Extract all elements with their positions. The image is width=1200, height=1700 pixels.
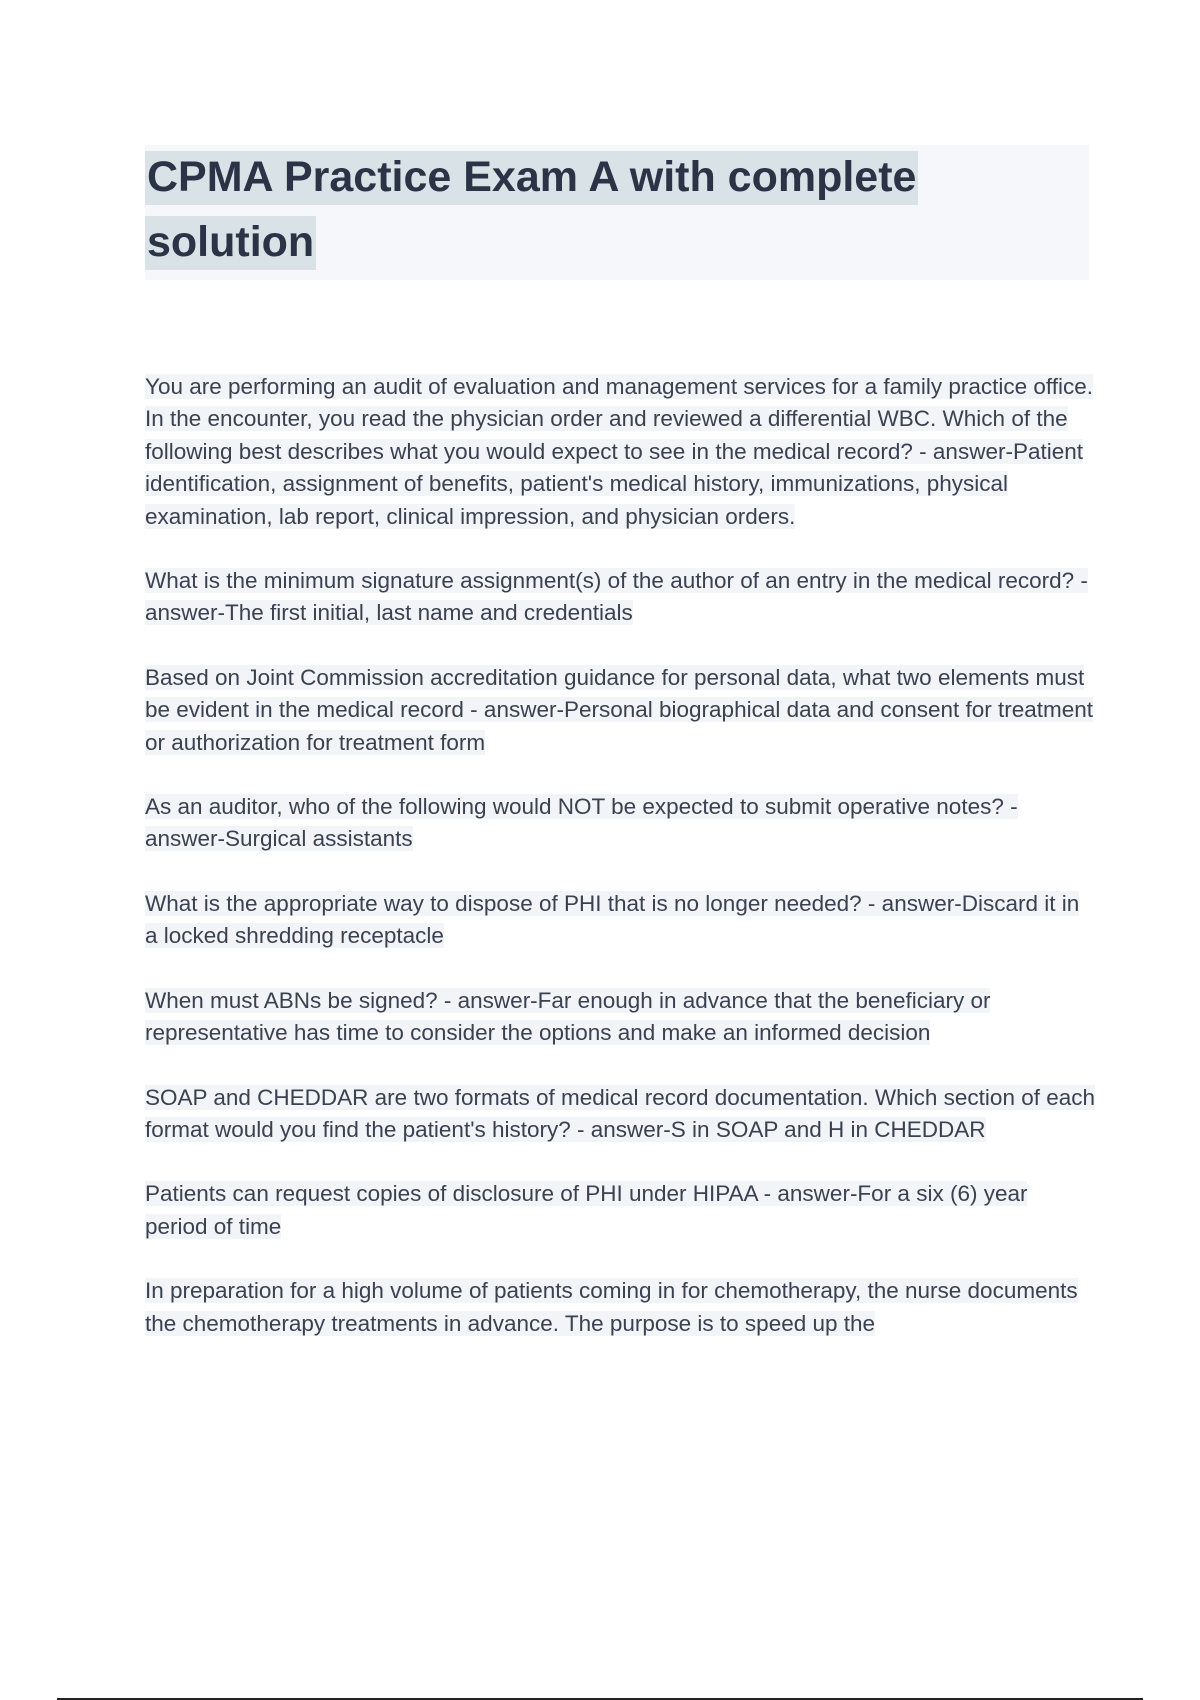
- qa-paragraph-6: [145, 985, 1095, 1050]
- qa-paragraph-5: [145, 888, 1095, 953]
- qa-paragraph-7: [145, 1082, 1095, 1147]
- qa-list: [145, 371, 1095, 1372]
- qa-paragraph-2: [145, 565, 1095, 630]
- qa-text-5: What is the appropriate way to dispose of PHI that is no longer needed? - answer-Discard it in a locked shredding receptacle: [145, 890, 1080, 949]
- qa-text-3: Based on Joint Commission accreditation guidance for personal data, what two elements must be evident in the medical record - answer-Personal biographical data and consent for treatment or authorization for treatment form: [145, 664, 1094, 755]
- qa-paragraph-4: [145, 791, 1095, 856]
- qa-paragraph-9: [145, 1275, 1095, 1340]
- qa-text-2: What is the minimum signature assignment(s) of the author of an entry in the medical record? - answer-The first initial, last name and credentials: [145, 568, 1088, 626]
- page-title-text: CPMA Practice Exam A with complete solution: [145, 151, 918, 270]
- qa-paragraph-8: [145, 1178, 1095, 1243]
- qa-text-8: Patients can request copies of disclosure of PHI under HIPAA - answer-For a six (6) year period of time: [145, 1181, 1028, 1239]
- qa-text-4: As an auditor, who of the following would NOT be expected to submit operative notes? - answer-Surgical assistants: [145, 794, 1018, 852]
- qa-text-9: In preparation for a high volume of patients coming in for chemotherapy, the nurse documents the chemotherapy treatments in advance. The purpose is to speed up the: [145, 1278, 1078, 1336]
- qa-text-6: When must ABNs be signed? - answer-Far enough in advance that the beneficiary or representative has time to consider the options and make an informed decision: [145, 987, 991, 1046]
- qa-paragraph-1: [145, 371, 1095, 533]
- qa-paragraph-3: [145, 662, 1095, 759]
- qa-text-7: SOAP and CHEDDAR are two formats of medical record documentation. Which section of each format would you find the patient's history? - answer-S in SOAP and H in CHEDDAR: [145, 1084, 1096, 1142]
- page-title: [145, 145, 1045, 275]
- qa-text-1: You are performing an audit of evaluation and management services for a family practice office. In the encounter, you read the physician order and reviewed a differential WBC. Which of the following best describes what you would expect to see in the medical record? - answer-Patient identification, assignment of benefits, patient's medical history, immunizations, physical examination, lab report, clinical impression, and physician orders.: [145, 374, 1094, 529]
